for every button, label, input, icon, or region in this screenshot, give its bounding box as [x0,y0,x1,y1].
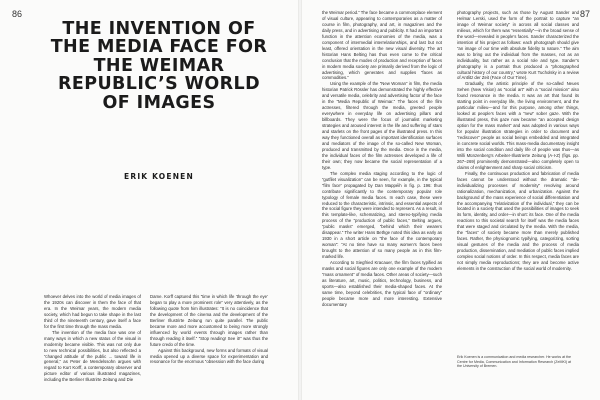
paragraph: the Weimar period.” The face became a commonplace element of visual culture, appearing to contemporaries as a matter of course in film, photography, and art, in magazines and the daily press, and in advertising and publicity. It had an important function in the attention economies of the media, was a component of intermedial interrelationships, and last but not least, offered orientation in the new visual diversity. The art historian Hans Belting has thus even come to the critical conclusion that the modes of production and reception of faces in modern media society are primarily derived from the logic of advertising, which generates and supplies “faces as commodities.” [322,10,442,81]
paragraph: Whoever delves into the world of media images of the 1920s can discover in them the face of that era. In the Weimar years, the modern media society, which had begun to take shape in the last third of the nineteenth century, gave itself a face for the first time through the mass media. [44,294,141,329]
paragraph: Using the example of the “New Woman” in film, the media historian Patrick Rössler has demonstrated the highly effective and versatile media, celebrity and advertising factor of the face in the “Media Republic of Weimar.” The faces of the film actresses, filtered through the media, greeted people everywhere in everyday life on advertising pillars and billboards. They were the focus of journalist marketing strategies and aroused interest in the life and suffering of stars and starlets on the front pages of the illustrated press. In this way they functioned overall as important identification surfaces and mediators of the image of the so-called New Woman, produced and transmitted by the media. Once in the media, the individual faces of the film actresses developed a life of their own; they now became the social representation of a type. [322,81,442,170]
right-text-column-1 [322,10,442,396]
paragraph: photography projects, such as those by August Sander and Helmar Lerski, used the form of the portrait to capture “an image of Weimar society” in across all social classes and milieus, which for them was “essentially”—in the broad sense of the word—revealed in people’s faces. Sander characterized the intention of his project as follows: each photograph should give “an image of our time with absolute fidelity to nature.” The aim was to bring out the individual from the masses, not as an individuality, but rather as a social role and type. Sander’s photography is a portrait thus produced a “photographed cultural history of our country,” wrote Kurt Tucholsky in a review of Antlitz der Zeit (Face of Our Time). [457,10,579,81]
right-text-column-2 [457,10,579,332]
paragraph: According to Siegfried Kracauer, the film faces typified as masks and social figures are only one example of the modern “mass ornament” of media faces. Other areas of society—such as literature, art, music, politics, technology, business, and sports—also established their media-shaped faces. At the same time, beyond celebrities, the typical face of “ordinary” people became more and more interesting. Extensive documentary [322,260,442,307]
left-text-column-1 [44,294,141,394]
left-page [0,0,298,400]
left-text-column-2 [150,294,268,394]
article-author: ERIK KOENEN [124,172,194,181]
paragraph: Finally, the continuous production and fabrication of media faces cannot be understood without the dramatic “de-individualizing processes of modernity” revolving around rationalization, mechanization, and urbanization. Against the background of the mass experience of social differentiation and the accompanying “relativization of the individual,” they can be located in a society that used the possibilities of images to seek its form, identity, and order—in short: its face. One of the media reactions to this societal search for itself was the media faces that were staged and circulated by the media. With the media, the “faces” of society became more than merely published faces. Rather, the physiognomic typifying, categorizing, sorting visual gestures of the media and the process of media production, dissemination, and mediation of public faces implied complex social notions of order. In this respect, media faces are not simply media reproductions; they are and become active elements in the construction of the social world of modernity. [457,170,579,271]
left-page-number: 86 [12,9,23,19]
paragraph: Gradually, the artistic principle of the so-called Neues Sehen (New Vision) as “social art” with a “social mission” also found resonance in the media. It was an art that found its starting point in everyday life, the living environment, and the particular milieu—and for this purpose, among other things, looked at people’s faces with a “new” sober gaze. With the illustrated press, this gaze now became “an accepted design option for the mass market” and was adopted in various ways for popular illustration strategies in order to document and “rediscover” people as social beings embedded and integrated in concrete social worlds. This mass-media documentary insight into the social condition and daily life of people was thus—as Willi Münzenberg’s Arbeiter-Illustrierte Zeitung (A-I-Z) (figs. pp. 267–269) prominently demonstrated—also completely open to claims of enlightenment and sharp social criticism. [457,81,579,170]
article-title: THE INVENTION OF THE MEDIA FACE FOR THE WEIMAR REPUBLIC’S WORLD OF IMAGES [50,18,268,113]
paragraph: Dame. Korff captured this “time in which life ‘through the eye’ began to play a more prominent role” very attentively, as the following quote from him illustrates: “It is no coincidence that the development of the cinema and the development of the Berliner Illustrirte Zeitung run quite parallel. The public became more and more accustomed to being more strongly influenced by world events through images rather than through reading it itself.” “Stop reading! See it!” was thus the future credo of the time. [150,294,268,347]
paragraph: Against this background, new forms and formats of visual media opened up a diverse space for experimentation and resonance for the enormous “obsession with the face during [150,347,268,365]
paragraph: The invention of the media face was one of many ways in which a new status of the visual in modernity became visible. This was not only due to new technical possibilities, but also reflected a “changed attitude of the public ... toward life in general,” as Peter de Mendelssohn argues with regard to Kurt Korff, a contemporary observer and picture editor of various illustrated magazines, including the Berliner Illustrirte Zeitung and Die [44,329,141,383]
right-page [302,0,600,400]
author-bio-note: Erik Koenen is a communication and media researcher. He works at the Centre for Media, Communication and Information Research (ZeMKI) at the University of Bremen. [457,355,572,369]
right-page-number: 87 [579,9,590,19]
paragraph: The complex media staging according to the logic of “gutfilet visualization” can be seen, for example, in the typical “film face” propagated by Dan Mappéih in fig. p. 196: thus contribute significantly to the contemporary popular role typology of female media faces. In each case, these were reduced to the characteristic, intrinsic, and essential aspects of the social figure they were intended to represent. As a result, in this template-like, schematizing, and stereo-typifying media process of the “production of public faces,” Belting argues, “public masks” emerged, “behind which their wearers disappear.” The writer Hans Bethge noted this idea as early as 1930 in a short article on “the face of the contemporary woman”: “At no time have so many women’s faces been brought to the attention of so many people as in this film-marked life. [322,170,442,260]
